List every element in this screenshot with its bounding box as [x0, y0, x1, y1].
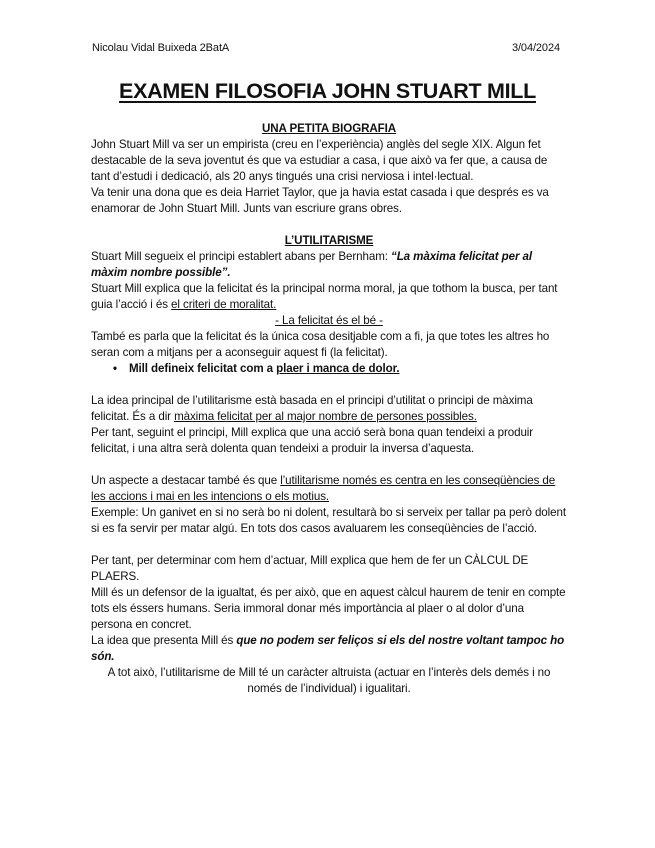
utilitarianism-paragraph-10	[91, 633, 567, 665]
header-author: Nicolau Vidal Buixeda 2BatA	[92, 42, 230, 54]
header-date: 3/04/2024	[511, 42, 560, 54]
underlined-text: màxima felicitat per al major nombre de persones possibles.	[174, 410, 477, 423]
section-heading-utilitarianism: L’UTILITARISME	[284, 234, 374, 247]
underlined-text: el criteri de moralitat.	[171, 298, 277, 311]
document-title: EXAMEN FILOSOFIA JOHN STUART MILL	[119, 79, 536, 103]
document-body	[91, 121, 567, 697]
utilitarianism-paragraph-7: Exemple: Un ganivet en si no serà bo ni dolent, resultarà bo si serveix per tallar pa però dolent si es fa servir per matar algú. En tots dos casos avaluarem les conseqüències de l’acció.	[91, 506, 566, 535]
text-run: Un aspecte a destacar també és que	[91, 474, 281, 487]
text-run: La idea que presenta Mill és	[91, 634, 237, 647]
utilitarianism-paragraph-2	[91, 281, 567, 313]
biography-paragraph-1: John Stuart Mill va ser un empirista (creu en l’experiència) anglès del segle XIX. Algun fet destacable de la seva joventut és que va estudiar a casa, i que això va fer que, a causa de tant d’estudi i dedicació, als 20 anys tingués una crisi nerviosa i intel·lectual.	[91, 138, 548, 183]
quote-text: “La màxima felicitat per al màxim nombre possible”.	[91, 250, 532, 279]
underlined-text: l’utilitarisme només es centra en les conseqüències de les accions i mai en les intencions o els motius.	[91, 474, 556, 503]
biography-paragraph-2: Va tenir una dona que es deia Harriet Taylor, que ja havia estat casada i que després es va enamorar de John Stuart Mill. Junts van escriure grans obres.	[91, 186, 549, 215]
utilitarianism-conclusion: A tot això, l’utilitarisme de Mill té un caràcter altruista (actuar en l’interès dels demés i no només de l’individual) i igualitari.	[107, 666, 551, 695]
utilitarianism-paragraph-3: També es parla que la felicitat és la única cosa desitjable com a fi, ja que totes les altres ho seran com a mitjans per a aconseguir aquest fi (la felicitat).	[91, 330, 550, 359]
utilitarianism-paragraph-8: Per tant, per determinar com hem d’actuar, Mill explica que hem de fer un CÀLCUL DE PLAERS.	[91, 554, 529, 583]
text-run: Mill defineix felicitat com a	[129, 362, 277, 375]
text-run: Stuart Mill segueix el principi establert abans per Bernham:	[91, 250, 391, 263]
emphasis-text: que no podem ser feliços si els del nostre voltant tampoc ho són.	[91, 634, 565, 663]
underlined-text: plaer i manca de dolor.	[276, 362, 400, 375]
bullet-text	[129, 361, 399, 377]
text-run: La idea principal de l’utilitarisme està basada en el principi d’utilitat o principi de màxima felicitat. És a dir	[91, 394, 533, 423]
text-run: Stuart Mill explica que la felicitat és la principal norma moral, ja que tothom la busca, per tant guia l’acció i és	[91, 282, 558, 311]
utilitarianism-paragraph-5: Per tant, seguint el principi, Mill explica que una acció serà bona quan tendeixi a produir felicitat, i una altra serà dolenta quan tendeixi a produir la inversa d’aquesta.	[91, 426, 534, 455]
utilitarianism-paragraph-9: Mill és un defensor de la igualtat, és per això, que en aquest càlcul haurem de tenir en compte tots els éssers humans. Seria immoral donar més importància al plaer o al dolor d’una persona en concret.	[91, 586, 566, 631]
subheading-happiness: - La felicitat és el bé -	[275, 314, 383, 327]
section-heading-biography: UNA PETITA BIOGRAFIA	[261, 122, 397, 135]
utilitarianism-paragraph-4	[91, 393, 567, 425]
bullet-dot-icon: •	[113, 362, 117, 375]
utilitarianism-paragraph-1	[91, 249, 567, 281]
bullet-item	[91, 361, 567, 377]
utilitarianism-paragraph-6	[91, 473, 567, 505]
